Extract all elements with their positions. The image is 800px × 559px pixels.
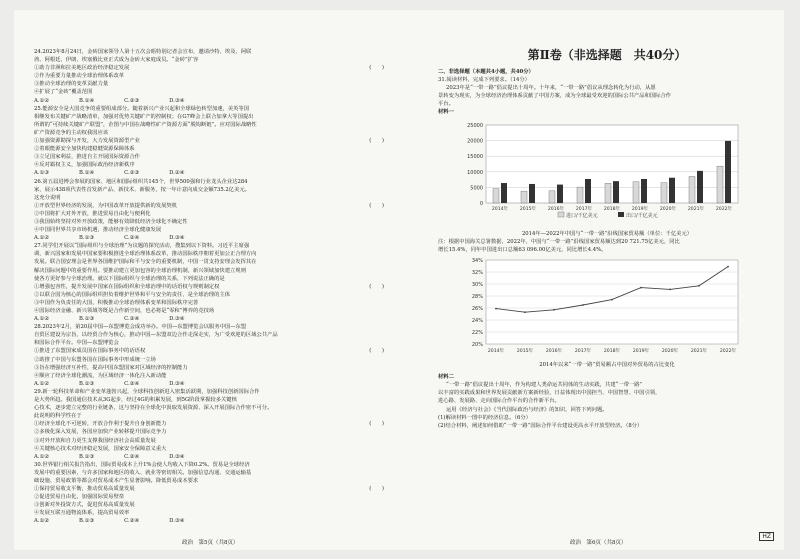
legend-label-export: 出口/千亿美元 [626, 212, 658, 219]
statement-option: ③立足国家利益，推进自主开展国际资源合作 [34, 154, 140, 161]
data-point [495, 308, 497, 310]
x-tick-label: 2017年 [575, 206, 593, 212]
x-tick-label: 2017年 [574, 348, 592, 354]
statement-option: ③我国始终坚持对外开放政策，能够有效降低经济全球化不确定性 [34, 218, 188, 225]
statement-option: ④发展互联互通物流体系，提高贸易效率 [34, 510, 130, 517]
task-2: (2)结合材料，阐述如何借助“一带一路”国际合作平台建设更高水平开放型经济。（8分） [438, 422, 643, 429]
y-tick-label: 30% [471, 281, 483, 288]
bar-import [549, 190, 555, 202]
x-tick-label: 2015年 [519, 206, 537, 212]
y-tick-label: 28% [471, 293, 483, 300]
material-1-label: 材料一 [438, 109, 454, 116]
answer-choice[interactable]: A.①② [34, 235, 50, 242]
y-tick-label: 32% [471, 269, 483, 276]
question-line: 心技术，逐步建立完整的行业链条，这与坚持在全球化中汲取发展资源、深入开展国际合作密不可分。 [34, 405, 273, 412]
question-line: 使各方更好参与全球治理。就以下国际组织与全球治理的关系，下列说法正确的是 [34, 275, 225, 282]
question-27 [34, 242, 384, 323]
x-tick-label: 2018年 [603, 206, 621, 212]
bar-import [633, 181, 639, 202]
x-tick-label: 2018年 [603, 348, 621, 354]
statement-option: ①加强资源勘探与开发，大力发展资源型产业 [34, 138, 140, 145]
statement-option: ④扩展了“金砖”覆盖范围 [34, 89, 93, 96]
bar-import [521, 191, 527, 203]
answer-choice[interactable]: B.①③ [79, 518, 95, 525]
question-line: 发展中的重要因素，与许多国家和地区的收入、就业等密切相关。加强信息沟通、交通运输基 [34, 469, 252, 476]
answer-choices [34, 517, 384, 525]
answer-choice[interactable]: A.①② [34, 453, 50, 460]
statement-option: ③中国作为负责任的大国，积极推动全球治理体系变革和国际秩序完善 [34, 299, 199, 306]
bar-chart [438, 117, 776, 230]
x-tick-label: 2014年 [487, 348, 505, 354]
question-line: 解决国际问题中的重要作用。要推动建立更加包容的全球治理机制，新兴领域加快建立规则 [34, 267, 246, 274]
statement-option: ①推进了东盟国家成员国在国际事务中的话语权 [34, 348, 146, 355]
y-tick-label: 22% [471, 329, 483, 336]
y-tick-label: 20000 [467, 138, 483, 145]
material-2-label: 材料二 [438, 374, 454, 381]
bar-import [661, 182, 667, 202]
statement-option: ②以联合国为核心的国际组织担负着维护世界和平与安全的责任，是全球治理的主体 [34, 291, 230, 298]
question-line: 发展。联合国安理会是世界各国维护国际和平与安全的重要机制，中国一贯支持安理会发挥其在 [34, 259, 257, 266]
answer-choice[interactable]: B.①③ [79, 453, 95, 460]
answer-choice[interactable]: A.①③ [34, 170, 50, 177]
answer-choices [34, 169, 384, 177]
answer-bracket: ( ) [369, 138, 384, 145]
answer-choice[interactable]: D.③④ [169, 518, 185, 525]
x-tick-label: 2021年 [687, 206, 705, 212]
line-chart-svg [438, 254, 776, 358]
q31-text-1: 2023年是“一带一路”倡议提出十周年。十年来，“一带一路”倡议从理念转化为行动，从愿 [446, 85, 656, 92]
legend-swatch-import [558, 212, 564, 217]
m2-text-1: “一带一路”倡议提出十周年，作为构建人类命运共同体的生动实践，共建“一带一路” [446, 382, 643, 389]
data-point [611, 299, 613, 301]
x-tick-label: 2019年 [632, 348, 650, 354]
answer-choices [34, 234, 384, 242]
statement-option: ①开放型世界经济的发展，为中国改革开放提供新的发展契机 [34, 202, 178, 209]
legend-label-import: 进口/千亿美元 [566, 212, 598, 219]
x-tick-label: 2022年 [719, 348, 737, 354]
bar-import [717, 166, 723, 203]
bar-export [613, 181, 619, 203]
note-2: 增长15.4%，同年中国进出口总额63 096.00亿美元，同比增长4.4%。 [438, 246, 607, 253]
y-tick-label: 0 [479, 200, 483, 207]
statement-option: ④中国同世界共享市场机遇，推动经济全球化健康发展 [34, 227, 162, 234]
question-30 [34, 461, 384, 526]
bar-export [641, 179, 647, 203]
answer-choice[interactable]: A.①② [34, 316, 50, 323]
answer-choice[interactable]: D.③④ [169, 235, 185, 242]
m2-text-3: 进心路、发展路、走向国际合作平台的合作新平台。 [438, 398, 560, 405]
line-chart-caption: 2014年以来“一带一路”贸易额占中国对外贸易的占比变化 [539, 362, 675, 369]
answer-choices [34, 453, 384, 461]
x-tick-label: 2019年 [631, 206, 649, 212]
answer-choice[interactable]: C.②③ [124, 97, 140, 104]
question-28 [34, 323, 384, 388]
answer-bracket: ( ) [369, 486, 384, 493]
x-tick-label: 2016年 [545, 348, 563, 354]
y-tick-label: 25000 [467, 122, 483, 129]
answer-choice[interactable]: B.①③ [79, 235, 95, 242]
x-tick-label: 2021年 [690, 348, 708, 354]
answer-choice[interactable]: B.①④ [79, 97, 95, 104]
q31-text-2: 景转变为现实，为全球经济治理体系贡献了中国方案，成为全球最受欢迎的国际公共产品和国际合作 [438, 93, 672, 100]
bar-chart-caption: 2014年—2022年中国与“一带一路”沿线国家贸易额（单位：千亿美元） [521, 230, 693, 237]
statement-option: ④顺应了经济全球化潮流，为区域经济一体化注入新动能 [34, 372, 167, 379]
question-line: 25.能源安全是大国竞争的重要组成部分。随着新兴产业兴起和全球绿色转型加速，美英等国 [34, 105, 250, 112]
bar-import [577, 187, 583, 203]
statement-option: ①增强包容性，提升发展中国家在国际组织和全球治理中的话语权与规则制定权 [34, 283, 220, 290]
x-tick-label: 2020年 [661, 348, 679, 354]
statement-option: ④反对霸权主义，加强国际政治经济新秩序 [34, 162, 135, 169]
statement-option: ②作为重要力量推动全球治理体系改革 [34, 73, 125, 80]
bar-export [697, 170, 703, 202]
data-point [524, 311, 526, 313]
question-line: 27.同学们开展以“国际组织与全球治理”为议题的探究活动，搜集到以下资料。习近平主席强 [34, 243, 250, 250]
q31-intro: 31.阅读材料，完成下列要求。（14分） [438, 77, 530, 84]
statement-option: ④关键核心技术对经济稳定发展，国家安全保障意义重大 [34, 445, 167, 452]
question-line: 是大势所趋。我国通信技术从3G起步，经过4G的积累发展，到5G阶段掌握较多关键核 [34, 397, 237, 404]
data-point [553, 309, 555, 311]
data-point [669, 288, 671, 290]
statement-option: ③对外开放和自力更生支撑我国经济社会高质量发展 [34, 437, 156, 444]
question-line: 家，展示438项代表性首发新产品、新技术、新服务，按一年计意向成交金额735.2亿美元。 [34, 186, 250, 193]
bar-import [689, 176, 695, 203]
answer-choices [34, 97, 384, 105]
question-line: 相继发布关键矿产战略清单，加强对优势关键矿产的控制权；在G7峰会上联合加拿大等国提出 [34, 113, 254, 120]
answer-choice[interactable]: D.③④ [169, 316, 185, 323]
line-chart [438, 254, 776, 361]
y-tick-label: 20% [471, 341, 483, 348]
bar-export [669, 177, 675, 202]
y-tick-label: 34% [471, 257, 483, 264]
statement-option: ④国际经济金融、新兴领域等既是合作新空间，也必将是“零和”博弈的竞技场 [34, 308, 215, 314]
question-29 [34, 388, 384, 461]
x-tick-label: 2015年 [516, 348, 534, 354]
answer-choice[interactable]: B.①④ [79, 170, 95, 177]
q31-text-3: 平台。 [438, 101, 454, 108]
legend-swatch-export [618, 212, 624, 217]
statement-option: ①助力非洲和拉美地区政治经济稳定发展 [34, 65, 130, 72]
question-25 [34, 105, 384, 178]
section-title: 第Ⅱ卷（非选择题 共40分） [527, 48, 687, 62]
exam-sheet [14, 10, 784, 550]
y-tick-label: 24% [471, 317, 483, 324]
bar-export [585, 179, 591, 203]
answer-bracket: ( ) [369, 202, 384, 209]
m2-text-4: 运用《经济与社会》《当代国际政治与经济》的知识，回答下列问题。 [446, 406, 608, 413]
answer-choice[interactable]: C.②④ [124, 453, 140, 460]
y-tick-label: 15000 [467, 153, 483, 160]
question-24 [34, 48, 384, 105]
question-line: 这充分说明 [34, 194, 61, 201]
statement-option: ②着眼能源安全加快构建稳健资源保障体系 [34, 146, 135, 153]
answer-choice[interactable]: C.②④ [124, 380, 140, 387]
x-tick-label: 2020年 [659, 206, 677, 212]
answer-bracket: ( ) [369, 348, 384, 355]
statement-option: ②促进贸易自由化，加强国际贸易壁垒 [34, 494, 125, 501]
right-footer: 政治 第6页（共8页） [570, 540, 627, 546]
answer-choice[interactable]: C.②④ [124, 316, 140, 323]
question-line: 30.世界银行相关报告指出，国际贸易成本上升1%会使人均收入下降0.2%。贸易是全球经济 [34, 461, 250, 468]
answer-choice[interactable]: C.②④ [124, 235, 140, 242]
statement-option: ①保持贸易收支平衡，推动贸易高质量发展 [34, 486, 135, 493]
question-line: 酋、阿根廷、伊朗、埃塞俄比亚正式成为金砖大家庭成员。“金砖”扩容 [34, 57, 199, 64]
y-tick-label: 10000 [467, 169, 483, 176]
left-column [34, 48, 384, 526]
note-1: 注：根据中国海关总署数据，2022年，中国与“一带一路”沿线国家贸易额达到20 721.75亿美元，同比 [438, 238, 680, 245]
bar-export [725, 140, 731, 202]
bar-import [605, 183, 611, 203]
answer-choices [34, 315, 384, 323]
question-line: 调，新兴国家和发展中国家要积极推进全球治理体系改革，推动国际秩序朝着更加公正合理方向 [34, 251, 257, 258]
question-line: 所谓的“可持续关键矿产联盟”，企图与中国在战略性矿产资源方面“脱钩断链”。应对国际战略性 [34, 121, 257, 128]
question-line: 29.新一轮科技革命和产业变革蓬勃兴起，全球科技创新进入密集活跃期，加强科技创新国际合作 [34, 388, 260, 395]
statement-option: ③创新对外投资方式，促进贸易高质量发展 [34, 502, 135, 509]
hz-badge: HZ [759, 532, 774, 541]
answer-choice[interactable]: D.③④ [169, 380, 185, 387]
question-line: 28.2023年2月，第20届中国—东盟博览会成功举办。中国—东盟博览会以服务中国—东盟 [34, 324, 247, 331]
question-26 [34, 178, 384, 243]
answer-choices [34, 380, 384, 388]
data-point [698, 285, 700, 287]
part-label: 二、非选择题（本题共4小题，共40分） [438, 69, 534, 75]
question-line: 础设施、贸易政策等都会对贸易成本产生显著影响。降低贸易成本要求 [34, 477, 199, 484]
bar-export [501, 183, 507, 203]
answer-choice[interactable]: B.①③ [79, 316, 95, 323]
answer-choice[interactable]: B.①③ [79, 380, 95, 387]
data-point [727, 266, 729, 268]
answer-bracket: ( ) [369, 283, 384, 290]
answer-choice[interactable]: D.③④ [169, 97, 185, 104]
answer-choice[interactable]: A.①② [34, 380, 50, 387]
statement-option: ②多极化深入发展，各国应加快产业转移提升国际竞争力 [34, 429, 167, 436]
x-tick-label: 2014年 [491, 206, 509, 212]
answer-choice[interactable]: D.③④ [169, 453, 185, 460]
statement-option: ②助推了中国与东盟各国在国际事务中形成统一立场 [34, 356, 156, 363]
question-line: 自贸区建设为宗旨，以经贸合作为核心，推动中国—东盟双边合作走深走实，为广受欢迎的区域公共产品 [34, 332, 278, 339]
x-tick-label: 2022年 [715, 206, 733, 212]
left-footer: 政治 第5页（共8页） [182, 540, 239, 546]
bar-export [529, 184, 535, 203]
answer-bracket: ( ) [369, 65, 384, 72]
data-point [582, 304, 584, 306]
question-line: 和国际合作平台。中国—东盟博览会 [34, 340, 119, 347]
bar-chart-svg [438, 117, 776, 227]
data-point [640, 287, 642, 289]
right-column [438, 48, 776, 430]
statement-option: ③推动全球治理的变革贡献力量 [34, 81, 109, 88]
statement-option: ③旨在增强经济互补性，提高中国东盟国家对区域经济的控制能力 [34, 364, 188, 371]
plot-area [486, 260, 738, 344]
y-tick-label: 26% [471, 305, 483, 312]
task-1: (1)解读材料一图中的经济信息。（6分） [438, 414, 531, 421]
answer-choice[interactable]: D.②④ [169, 170, 185, 177]
question-line: 26.第五届进博会参展的国家、地区和国际组织共145个，世界500强和行业龙头企业达284 [34, 178, 248, 185]
bar-export [557, 184, 563, 202]
bar-import [493, 188, 499, 202]
y-tick-label: 5000 [470, 184, 483, 191]
answer-choice[interactable]: C.②③ [124, 170, 140, 177]
question-line: 24.2023年8月24日，金砖国家领导人第十五次会晤特别记者会宣布，邀请沙特、埃及、阿联 [34, 49, 252, 55]
answer-choice[interactable]: C.②④ [124, 518, 140, 525]
x-tick-label: 2016年 [547, 206, 565, 212]
m2-text-2: 以丰富的实践成果和世界发展贡献新方案新经验，日益体现出中国担当、中国智慧、中国引领， [438, 390, 661, 397]
statement-option: ①经济全球化不可逆转，开放合作利于提升自身创新能力 [34, 421, 167, 428]
question-line: 此说明的科学性在于 [34, 413, 82, 420]
answer-choice[interactable]: A.①② [34, 97, 50, 104]
statement-option: ②中国将扩大对外开放，推进贸易自由化与便利化 [34, 210, 151, 217]
answer-choice[interactable]: A.①② [34, 518, 50, 525]
answer-bracket: ( ) [369, 421, 384, 428]
question-line: 矿产资源竞争的主动权我国应该 [34, 129, 109, 136]
